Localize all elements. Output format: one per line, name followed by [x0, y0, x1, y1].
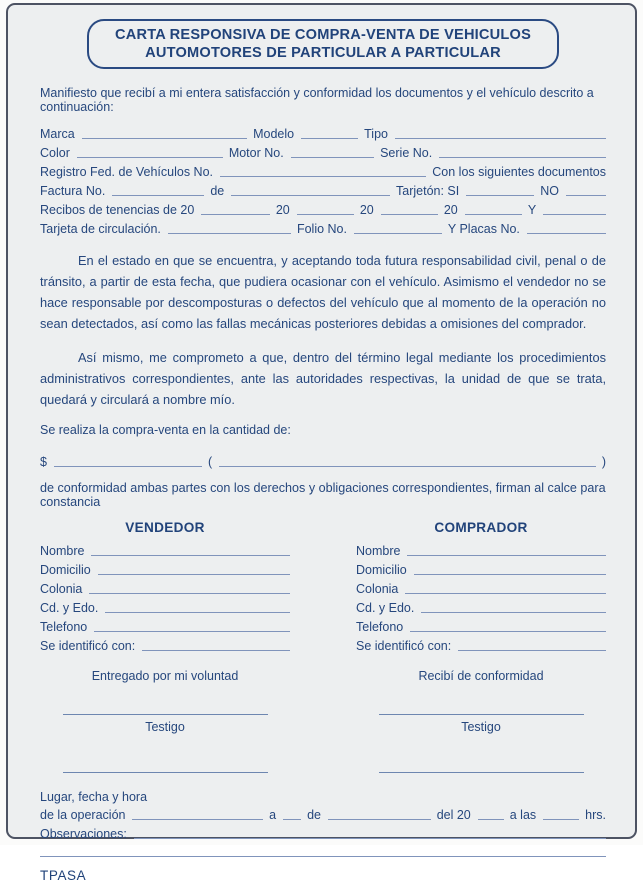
label-mes-de: de — [307, 808, 322, 822]
currency-symbol: $ — [40, 455, 47, 469]
sale-amount-row — [40, 451, 606, 470]
vendedor-row-nombre — [40, 540, 290, 559]
blank-line-tenencia-y — [543, 213, 606, 215]
parties-section — [40, 520, 606, 773]
comprador-row-cd-edo — [356, 597, 606, 616]
blank-line-dia — [283, 818, 301, 820]
label-recibos-tenencias: Recibos de tenencias de 20 — [40, 203, 195, 217]
label-serie-no: Serie No. — [380, 146, 433, 160]
blank-line-tenencia-4 — [465, 213, 522, 215]
form-title-box — [87, 19, 559, 69]
vehicle-row-2 — [40, 142, 606, 161]
label-con-documentos: Con los siguientes documentos — [432, 165, 606, 179]
blank-line-vendedor-telefono — [94, 630, 290, 632]
label-motor-no: Motor No. — [228, 146, 284, 160]
blank-line-tarjeta-circulacion — [168, 232, 291, 234]
label-marca: Marca — [40, 127, 75, 141]
comprador-row-identifico — [356, 635, 606, 654]
label-y-placas-no: Y Placas No. — [447, 222, 520, 236]
blank-line-tenencia-3 — [381, 213, 438, 215]
comprador-caption: Recibí de conformidad — [418, 669, 544, 683]
brand-tpasa: TPASA — [40, 868, 87, 883]
blank-line-folio-no — [354, 232, 442, 234]
blank-line-observaciones-1 — [134, 837, 606, 839]
blank-line-tipo — [395, 137, 606, 139]
blank-line-amount-words — [219, 465, 596, 467]
vendedor-column — [40, 520, 290, 773]
label-telefono: Telefono — [356, 620, 404, 634]
label-colonia: Colonia — [356, 582, 399, 596]
blank-line-amount-numeric — [54, 465, 202, 467]
vendedor-row-cd-edo — [40, 597, 290, 616]
vendedor-row-colonia — [40, 578, 290, 597]
blank-line-tarjeton-si — [466, 194, 534, 196]
label-folio-no: Folio No. — [296, 222, 347, 236]
blank-line-factura-no — [112, 194, 204, 196]
blank-line-vendedor-colonia — [89, 592, 290, 594]
blank-line-comprador-cd-edo — [421, 611, 606, 613]
blank-line-comprador-domicilio — [414, 573, 606, 575]
lugar-fecha-line2 — [40, 804, 606, 823]
vendedor-fields — [40, 540, 290, 654]
comprador-row-domicilio — [356, 559, 606, 578]
label-hrs: hrs. — [585, 808, 606, 822]
label-observaciones: Observaciones: — [40, 827, 127, 841]
paren-open: ( — [207, 455, 213, 469]
vendedor-row-telefono — [40, 616, 290, 635]
label-se-identifico: Se identificó con: — [356, 639, 452, 653]
lugar-fecha-line1: Lugar, fecha y hora — [40, 790, 148, 804]
label-tenencia-20-4: 20 — [443, 203, 458, 217]
label-de-la-operacion: de la operación — [40, 808, 126, 822]
blank-line-modelo — [301, 137, 358, 139]
label-tarjeton-no: NO — [540, 184, 559, 198]
label-tarjeton-si: Tarjetón: SI — [396, 184, 460, 198]
comprador-signature-line — [379, 713, 584, 715]
sale-amount-intro: Se realiza la compra-venta en la cantidad de: — [40, 423, 291, 437]
clause-paragraph-1: En el estado en que se encuentra, y aceptando toda futura responsabilidad civil, penal o de tránsito, a partir de esta fecha, que pudiera ocasionar con el vehículo. Asimismo el vendedor no se hace responsable por descomposturas o defectos del vehículo que al momento de la operación no sean detectados, así como las fallas mecánicas posteriores debidas a omisiones del comprador. — [40, 253, 606, 331]
label-factura-de: de — [210, 184, 225, 198]
label-tenencia-y: Y — [527, 203, 537, 217]
blank-line-comprador-identifico — [458, 649, 606, 651]
blank-line-vendedor-domicilio — [98, 573, 290, 575]
vendedor-signature-line — [63, 713, 268, 715]
label-nombre: Nombre — [356, 544, 401, 558]
vehicle-row-1 — [40, 123, 606, 142]
comprador-row-nombre — [356, 540, 606, 559]
blank-line-placas-no — [527, 232, 606, 234]
form-title-line2: AUTOMOTORES DE PARTICULAR A PARTICULAR — [145, 45, 501, 61]
blank-line-vendedor-nombre — [91, 554, 290, 556]
label-tarjeta-circulacion: Tarjeta de circulación. — [40, 222, 161, 236]
blank-line-vendedor-cd-edo — [105, 611, 290, 613]
form-title-line1: CARTA RESPONSIVA DE COMPRA-VENTA DE VEHICULOS — [114, 27, 532, 43]
vendedor-heading: VENDEDOR — [125, 520, 205, 535]
label-se-identifico: Se identificó con: — [40, 639, 136, 653]
label-colonia: Colonia — [40, 582, 83, 596]
blank-line-vendedor-identifico — [142, 649, 290, 651]
comprador-fields — [356, 540, 606, 654]
label-registro-fed: Registro Fed. de Vehículos No. — [40, 165, 214, 179]
label-factura-no: Factura No. — [40, 184, 106, 198]
vendedor-witness-signature-line — [63, 771, 268, 773]
label-modelo: Modelo — [253, 127, 295, 141]
vehicle-row-6 — [40, 218, 606, 237]
intro-statement: Manifiesto que recibí a mi entera satisfacción y conformidad los documentos y el vehículo descrito a continuación: — [40, 86, 594, 114]
form-sheet — [6, 3, 637, 883]
blank-line-comprador-telefono — [410, 630, 606, 632]
label-dia-a: a — [269, 808, 277, 822]
comprador-row-telefono — [356, 616, 606, 635]
vendedor-witness-label: Testigo — [145, 720, 185, 734]
label-tipo: Tipo — [364, 127, 388, 141]
blank-line-comprador-nombre — [407, 554, 606, 556]
vendedor-row-domicilio — [40, 559, 290, 578]
label-domicilio: Domicilio — [40, 563, 91, 577]
label-cd-edo: Cd. y Edo. — [40, 601, 99, 615]
comprador-column — [356, 520, 606, 773]
label-tenencia-20-2: 20 — [275, 203, 290, 217]
blank-line-color — [77, 156, 223, 158]
confirmation-statement: de conformidad ambas partes con los derechos y obligaciones correspondientes, firman al calce para constancia — [40, 481, 606, 509]
blank-line-serie-no — [439, 156, 606, 158]
blank-line-tarjeton-no — [566, 194, 606, 196]
blank-line-tenencia-2 — [297, 213, 354, 215]
blank-line-registro-fed — [220, 175, 426, 177]
vehicle-row-3 — [40, 161, 606, 180]
clause-paragraph-2: Así mismo, me comprometo a que, dentro del término legal mediante los procedimientos administrativos correspondientes, ante las autoridades respectivas, la unidad de que se trata, quedará y circulará a nombre mío. — [40, 350, 606, 407]
blank-line-lugar — [132, 818, 263, 820]
blank-line-factura-de — [231, 194, 390, 196]
blank-line-mes — [328, 818, 431, 820]
blank-line-anio — [478, 818, 504, 820]
vehicle-row-4 — [40, 180, 606, 199]
blank-line-tenencia-1 — [201, 213, 270, 215]
comprador-row-colonia — [356, 578, 606, 597]
label-tenencia-20-3: 20 — [359, 203, 374, 217]
blank-line-marca — [82, 137, 247, 139]
vehicle-row-5 — [40, 199, 606, 218]
label-telefono: Telefono — [40, 620, 88, 634]
comprador-heading: COMPRADOR — [434, 520, 528, 535]
label-cd-edo: Cd. y Edo. — [356, 601, 415, 615]
comprador-witness-label: Testigo — [461, 720, 501, 734]
blank-line-hora — [543, 818, 579, 820]
paren-close: ) — [601, 455, 606, 469]
label-del-20: del 20 — [436, 808, 471, 822]
label-a-las: a las — [509, 808, 537, 822]
label-color: Color — [40, 146, 70, 160]
comprador-witness-signature-line — [379, 771, 584, 773]
label-nombre: Nombre — [40, 544, 85, 558]
label-domicilio: Domicilio — [356, 563, 407, 577]
blank-line-observaciones-2 — [40, 855, 606, 857]
footer-section — [40, 790, 606, 883]
blank-line-comprador-colonia — [405, 592, 606, 594]
vendedor-row-identifico — [40, 635, 290, 654]
vendedor-caption: Entregado por mi voluntad — [91, 669, 239, 683]
observaciones-row — [40, 823, 606, 842]
blank-line-motor-no — [291, 156, 374, 158]
